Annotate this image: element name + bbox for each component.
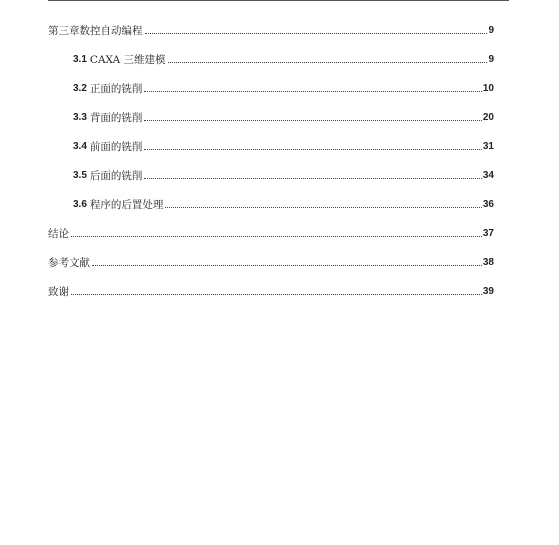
toc-entry-page: 39 [482, 286, 494, 297]
toc-entry-references[interactable] [48, 240, 494, 269]
toc-entry-page: 9 [488, 25, 494, 36]
toc-leader-dots [165, 207, 481, 208]
toc-entry-title: 结论 [48, 228, 69, 240]
toc-entry-page: 9 [488, 54, 494, 65]
toc-leader-dots [71, 294, 482, 295]
toc-entry-3-2[interactable] [48, 66, 494, 95]
toc-entry-3-6[interactable] [48, 182, 494, 211]
toc-entry-title: 参考文献 [48, 257, 90, 269]
toc-entry-title: 前面的铣削 [89, 141, 143, 153]
toc-entry-number: 3.3 [73, 112, 87, 123]
toc-entry-chapter-3[interactable] [48, 8, 494, 37]
toc-entry-title: 第三章数控自动编程 [48, 25, 143, 37]
toc-entry-page: 36 [482, 199, 494, 210]
toc-entry-title: CAXA 三维建模 [89, 54, 166, 66]
toc-leader-dots [144, 91, 481, 92]
toc-entry-number: 3.1 [73, 54, 87, 65]
toc-leader-dots [144, 120, 481, 121]
toc-entry-page: 37 [482, 228, 494, 239]
toc-entry-page: 10 [482, 83, 494, 94]
toc-entry-page: 38 [482, 257, 494, 268]
toc-entry-3-1[interactable] [48, 37, 494, 66]
toc-entry-acknowledgements[interactable] [48, 269, 494, 298]
toc-leader-dots [168, 62, 488, 63]
toc-entry-page: 20 [482, 112, 494, 123]
toc-entry-conclusion[interactable] [48, 211, 494, 240]
toc-leader-dots [144, 149, 481, 150]
toc-leader-dots [92, 265, 482, 266]
toc-entry-title: 后面的铣削 [89, 170, 143, 182]
toc-entry-title: 背面的铣削 [89, 112, 143, 124]
toc-entry-number: 3.6 [73, 199, 87, 210]
toc-entry-title: 正面的铣削 [89, 83, 143, 95]
toc-entry-title: 程序的后置处理 [89, 199, 164, 211]
toc-entry-page: 31 [482, 141, 494, 152]
toc-entry-3-5[interactable] [48, 153, 494, 182]
table-of-contents [48, 8, 494, 298]
toc-entry-3-3[interactable] [48, 95, 494, 124]
toc-entry-page: 34 [482, 170, 494, 181]
toc-leader-dots [144, 178, 481, 179]
top-rule [48, 0, 509, 1]
toc-entry-number: 3.2 [73, 83, 87, 94]
toc-entry-number: 3.4 [73, 141, 87, 152]
toc-entry-title: 致谢 [48, 286, 69, 298]
toc-entry-3-4[interactable] [48, 124, 494, 153]
toc-leader-dots [145, 33, 488, 34]
toc-entry-number: 3.5 [73, 170, 87, 181]
toc-leader-dots [71, 236, 482, 237]
